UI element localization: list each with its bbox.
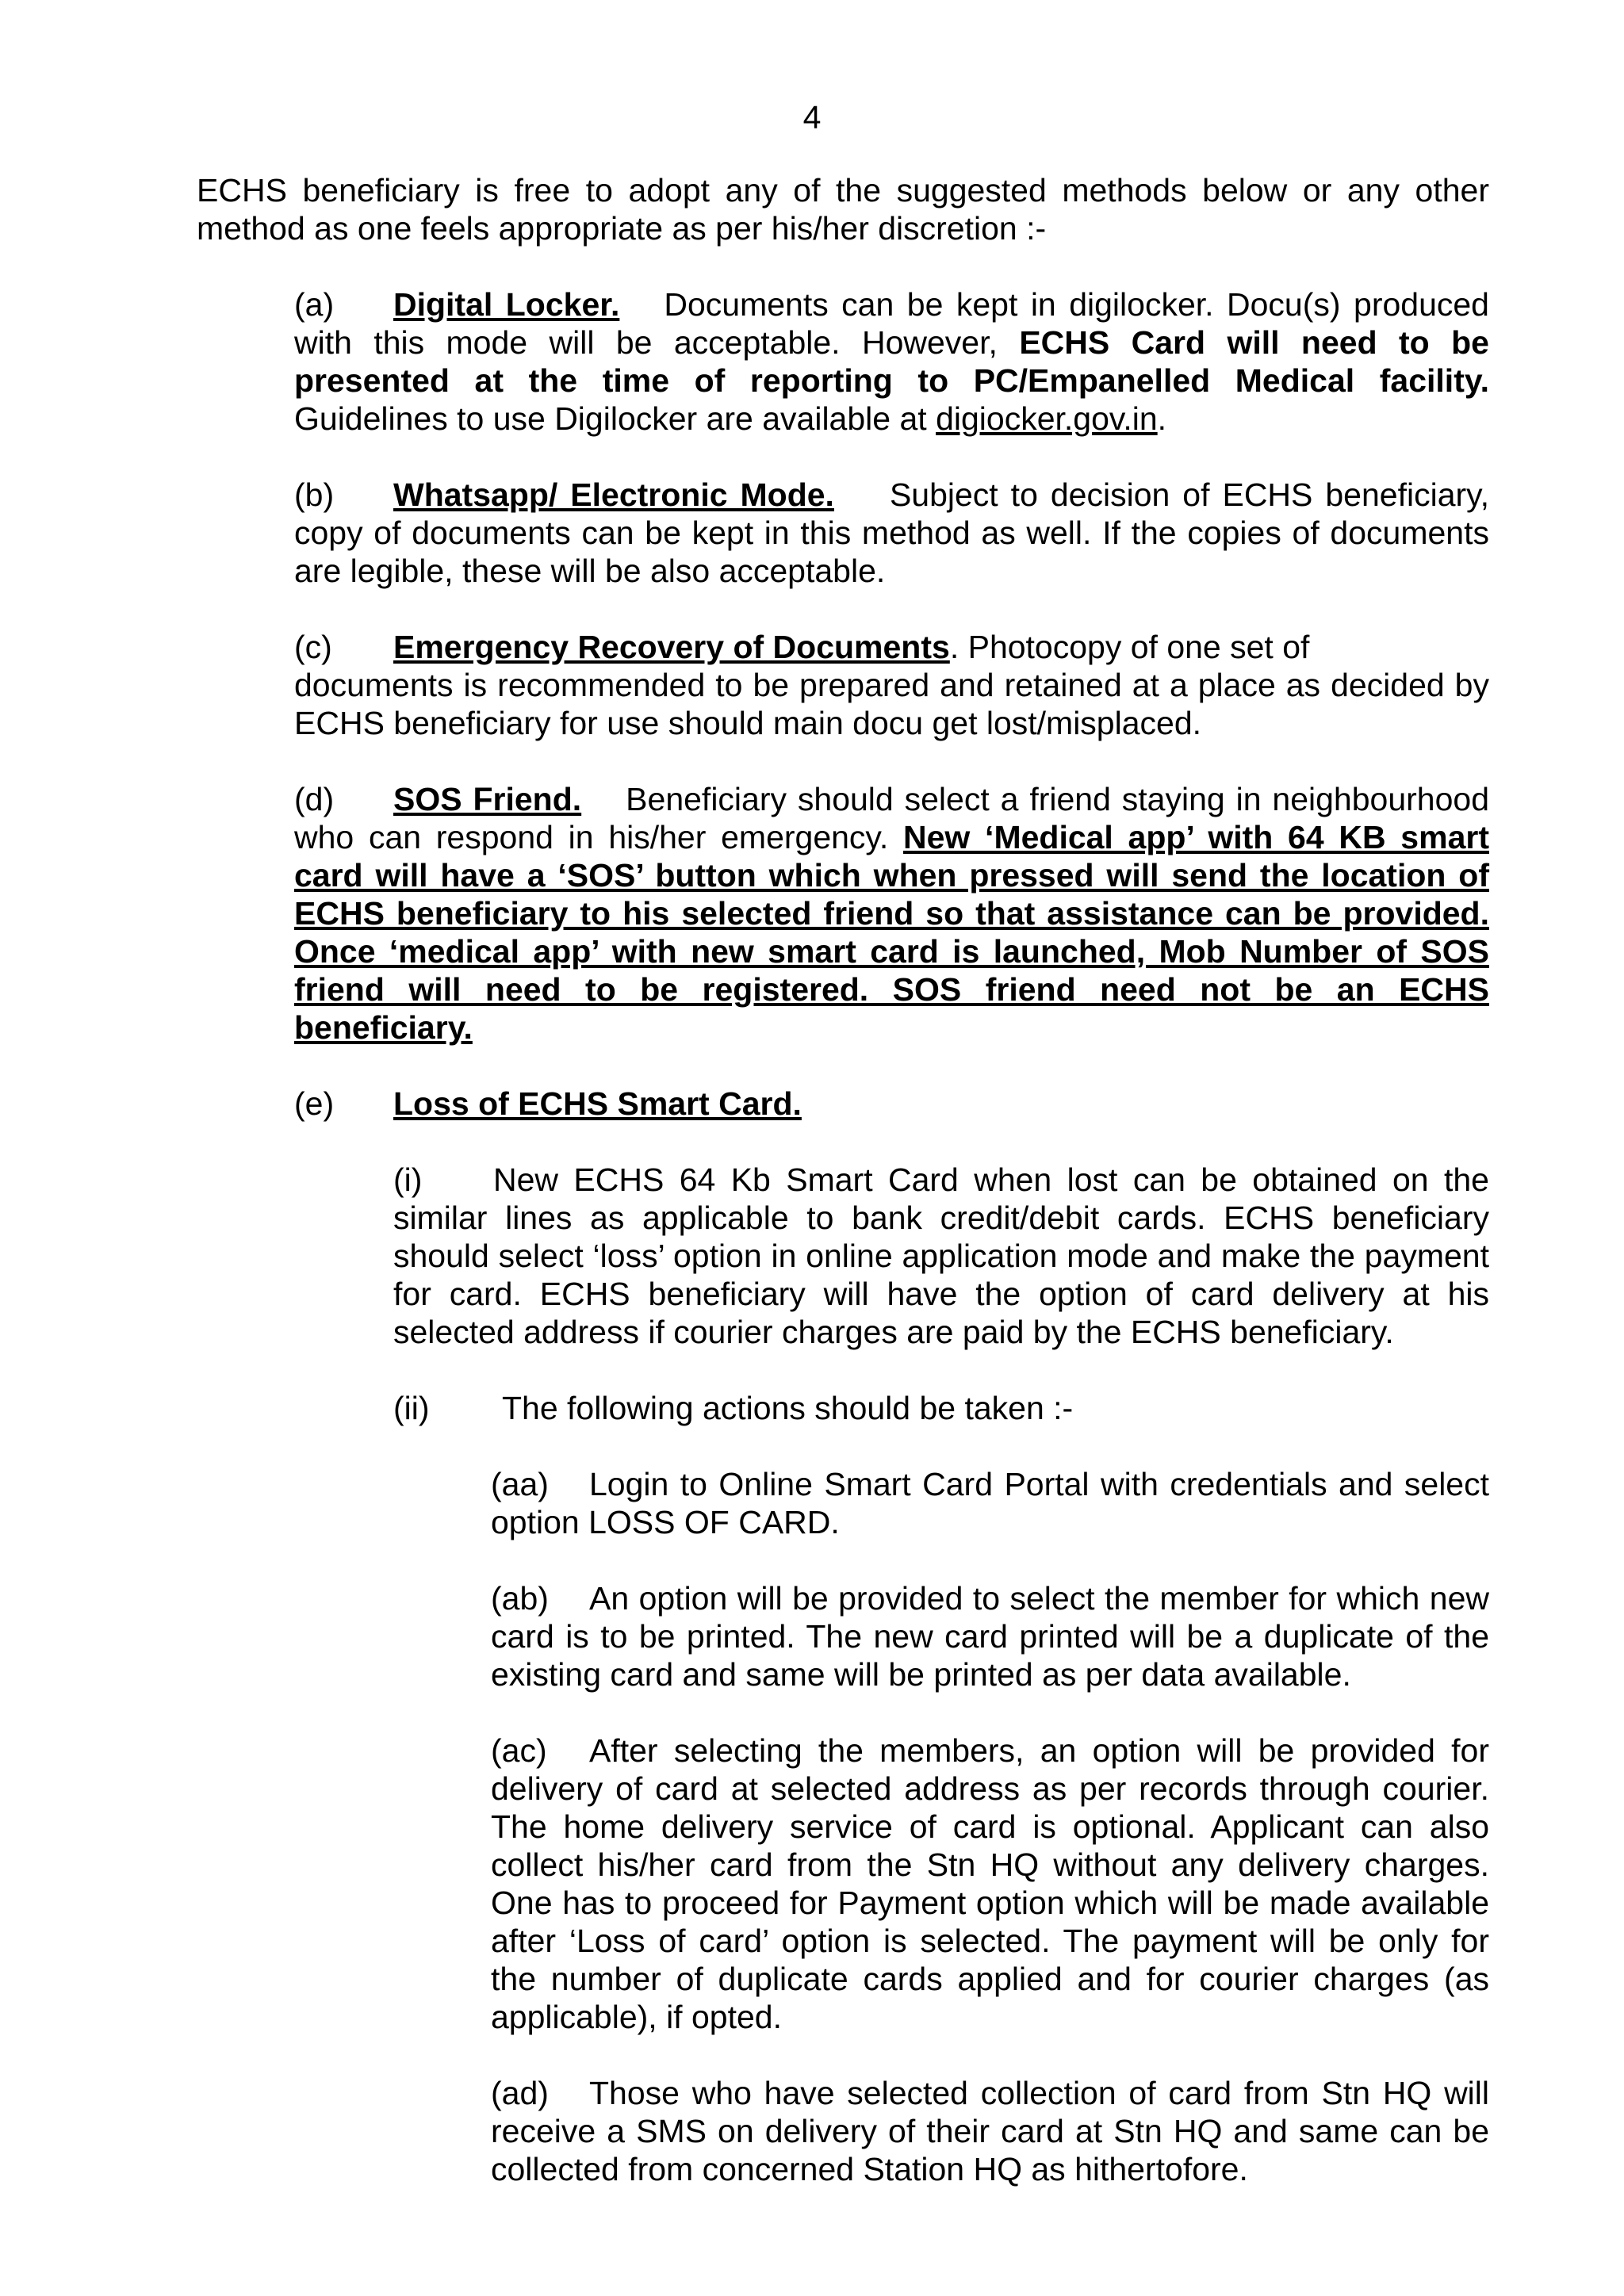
item-e-ab-text: An option will be provided to select the member for which new card is to be printed. The new card printed will be a duplicate of the existing card and same will be printed as per data available.: [491, 1580, 1489, 1693]
item-a: [294, 285, 1489, 438]
item-e-ii-text: The following actions should be taken :-: [502, 1390, 1074, 1426]
item-b-label: (b): [294, 476, 335, 513]
digilocker-link[interactable]: digiocker.gov.in: [936, 400, 1158, 437]
item-e-ac-text: After selecting the members, an option will be provided for delivery of card at selected address as per records through courier. The home delivery service of card is optional. Applicant can also collect his/her card from the Stn HQ without any delivery charges. One has to proceed for Payment option which will be made available after ‘Loss of card’ option is selected. The payment will be only for the number of duplicate cards applied and for courier charges (as applicable), if opted.: [491, 1732, 1489, 2035]
item-e-aa-label: (aa): [491, 1466, 549, 1502]
item-e-ac: [491, 1732, 1489, 2036]
item-d-text: Beneficiary should select a friend staying in neighbourhood who can respond in his/her emergency.: [294, 781, 1489, 855]
item-a-heading: Digital Locker.: [393, 286, 620, 323]
item-e-i-label: (i): [393, 1161, 423, 1198]
item-e-ad-label: (ad): [491, 2075, 549, 2111]
item-d-heading: SOS Friend.: [393, 781, 582, 817]
item-a-text2: Guidelines to use Digilocker are available at: [294, 400, 927, 437]
item-c-text: documents is recommended to be prepared and retained at a place as decided by ECHS beneficiary for use should main docu get lost/misplaced.: [294, 667, 1489, 741]
item-b-heading: Whatsapp/ Electronic Mode.: [393, 476, 834, 513]
item-e-i-text: New ECHS 64 Kb Smart Card when lost can be obtained on the similar lines as applicable to bank credit/debit cards. ECHS beneficiary should select ‘loss’ option in online application mode and make the payment for card. ECHS beneficiary will have the option of card delivery at his selected address if courier charges are paid by the ECHS beneficiary.: [393, 1161, 1489, 1350]
item-c-heading: Emergency Recovery of Documents: [393, 629, 950, 665]
item-e: [294, 1085, 1489, 1123]
item-e-aa: [491, 1465, 1489, 1541]
item-c-text-first: . Photocopy of one set of: [949, 629, 1310, 665]
item-e-label: (e): [294, 1085, 335, 1122]
item-c-label: (c): [294, 629, 332, 665]
item-a-text1: Documents can be kept in digilocker. Docu(s) produced with this mode will be acceptable. However,: [294, 286, 1489, 361]
item-d: [294, 780, 1489, 1047]
item-c-first-line: [294, 628, 1489, 666]
item-e-ad: [491, 2074, 1489, 2188]
item-e-ad-text: Those who have selected collection of card from Stn HQ will receive a SMS on delivery of their card at Stn HQ and same can be collected from concerned Station HQ as hithertofore.: [491, 2075, 1489, 2187]
page-number: 4: [802, 99, 822, 136]
intro-paragraph: ECHS beneficiary is free to adopt any of the suggested methods below or any other method as one feels appropriate as per his/her discretion :-: [197, 172, 1489, 247]
item-e-ab-label: (ab): [491, 1580, 549, 1617]
item-b: [294, 476, 1489, 590]
item-d-label: (d): [294, 781, 335, 817]
document-body: [197, 171, 1489, 2226]
item-e-aa-text: Login to Online Smart Card Portal with credentials and select option LOSS OF CARD.: [491, 1466, 1489, 1540]
item-d-sos-note: New ‘Medical app’ with 64 KB smart card will have a ‘SOS’ button which when pressed will send the location of ECHS beneficiary to his selected friend so that assistance can be provided. Once ‘medical app’ with new smart card is launched, Mob Number of SOS friend will need to be registered. SOS friend need not be an ECHS beneficiary.: [294, 819, 1489, 1046]
item-a-bold: ECHS Card will need to be presented at the time of reporting to PC/Empanelled Medical facility.: [294, 324, 1489, 399]
item-e-ab: [491, 1579, 1489, 1693]
item-e-ac-label: (ac): [491, 1732, 547, 1769]
item-a-end: .: [1157, 400, 1167, 437]
item-e-i: [393, 1161, 1489, 1351]
item-e-ii: [393, 1389, 1489, 1427]
item-e-heading: Loss of ECHS Smart Card.: [393, 1085, 802, 1122]
item-e-ii-label: (ii): [393, 1390, 430, 1426]
item-a-label: (a): [294, 286, 335, 323]
item-c: [294, 628, 1489, 742]
item-b-text: Subject to decision of ECHS beneficiary, copy of documents can be kept in this method as well. If the copies of documents are legible, these will be also acceptable.: [294, 476, 1489, 589]
